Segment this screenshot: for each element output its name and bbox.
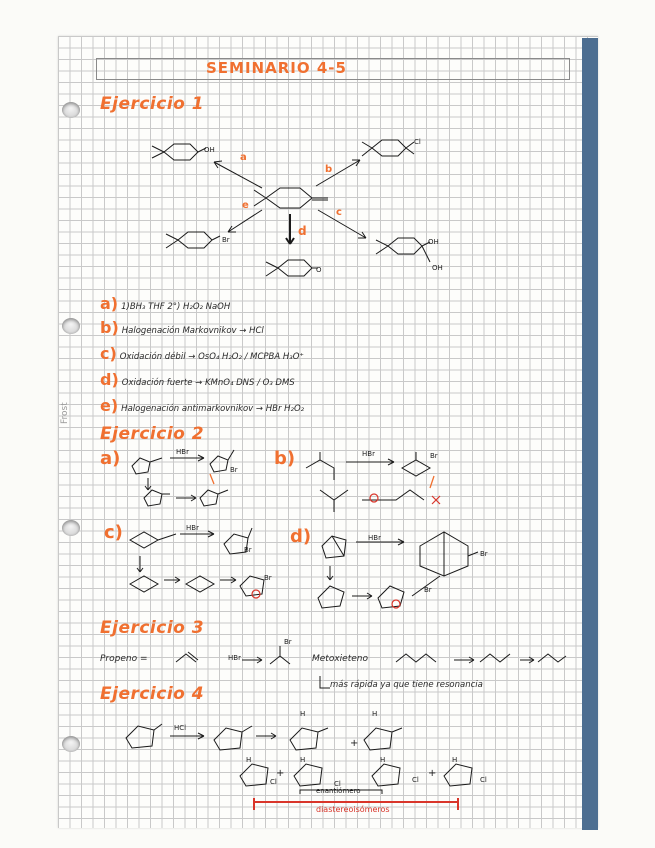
- ej2-c-scheme: [130, 528, 264, 598]
- ejercicio-3-heading: Ejercicio 3: [100, 618, 205, 638]
- label-oh-2: OH: [428, 238, 439, 246]
- central-molecule: [254, 188, 328, 208]
- reagent-hbr-d: HBr: [368, 534, 381, 542]
- ej2-a-scheme: [132, 450, 234, 506]
- page-title: SEMINARIO 4-5: [206, 59, 347, 77]
- arrow-label-b: b: [325, 164, 333, 175]
- ej2-b-scheme: [306, 452, 440, 512]
- label-oh: OH: [204, 146, 215, 154]
- product-d: [266, 260, 318, 276]
- resonance-note: más rápida ya que tiene resonancia: [330, 680, 483, 690]
- note-b: b) Halogenación Markovnikov → HCl: [100, 318, 264, 337]
- ej1-arrows: [214, 160, 366, 244]
- br-label-c1: Br: [244, 546, 252, 554]
- product-b: [362, 140, 414, 156]
- diastereoisomeros-label: diastereoisómeros: [316, 805, 390, 814]
- label-ketone-o: O: [316, 266, 322, 274]
- product-a: [152, 144, 206, 160]
- plus-sign-2: +: [276, 768, 285, 779]
- note-c: c) Oxidación débil → OsO₄ H₂O₂ / MCPBA H₃O⁺: [100, 344, 304, 363]
- br-label-d1: Br: [480, 550, 488, 558]
- br-label-ej3: Br: [284, 638, 292, 646]
- ejercicio-4-heading: Ejercicio 4: [100, 684, 205, 704]
- reagent-hbr-b: HBr: [362, 450, 375, 458]
- plus-sign-1: +: [350, 738, 359, 749]
- arrow-label-a: a: [240, 152, 247, 163]
- product-c: [376, 238, 430, 262]
- ej3-scheme: [176, 646, 566, 688]
- ejercicio-2-heading: Ejercicio 2: [100, 424, 205, 444]
- cl-label-1: Cl: [270, 778, 277, 786]
- part-b-label: b): [274, 448, 296, 469]
- metoxieteno-label: Metoxieteno: [312, 654, 368, 664]
- cl-label-4: Cl: [480, 776, 487, 784]
- label-oh-3: OH: [432, 264, 443, 272]
- cl-label-3: Cl: [412, 776, 419, 784]
- cl-label-2: Cl: [334, 780, 341, 788]
- ej4-scheme: [126, 724, 472, 810]
- arrow-label-c: c: [336, 207, 342, 218]
- h-label-4: H: [300, 756, 306, 764]
- note-a: a) 1)BH₃ THF 2°) H₂O₂ NaOH: [100, 294, 231, 313]
- br-label-a: Br: [230, 466, 238, 474]
- plus-sign-3: +: [428, 768, 437, 779]
- arrow-label-e: e: [242, 200, 249, 211]
- h-label-2: H: [372, 710, 378, 718]
- h-label-1: H: [300, 710, 306, 718]
- reagent-hbr-a: HBr: [176, 448, 189, 456]
- h-label-3: H: [246, 756, 252, 764]
- part-a-label: a): [100, 448, 121, 469]
- note-e: e) Halogenación antimarkovnikov → HBr H₂O₂: [100, 396, 305, 415]
- propeno-label: Propeno =: [100, 654, 148, 664]
- ejercicio-1-heading: Ejercicio 1: [100, 94, 205, 114]
- reagent-hcl-ej4: HCl: [174, 724, 187, 732]
- product-e: [166, 232, 220, 248]
- watermark: Frost: [60, 402, 70, 424]
- part-d-label: d): [290, 526, 312, 547]
- arrow-label-d: d: [298, 224, 307, 238]
- enantiomero-label: enantiómero: [316, 787, 361, 795]
- note-d: d) Oxidación fuerte → KMnO₄ DNS / O₃ DMS: [100, 370, 295, 389]
- reagent-hbr-c: HBr: [186, 524, 199, 532]
- h-label-6: H: [452, 756, 458, 764]
- br-label-b: Br: [430, 452, 438, 460]
- br-label-d2: Br: [424, 586, 432, 594]
- part-c-label: c): [104, 522, 123, 543]
- label-br: Br: [222, 236, 230, 244]
- label-cl: Cl: [414, 138, 421, 146]
- ej2-d-scheme: [318, 532, 478, 608]
- br-label-c2: Br: [264, 574, 272, 582]
- h-label-5: H: [380, 756, 386, 764]
- reagent-hbr-ej3: HBr: [228, 654, 241, 662]
